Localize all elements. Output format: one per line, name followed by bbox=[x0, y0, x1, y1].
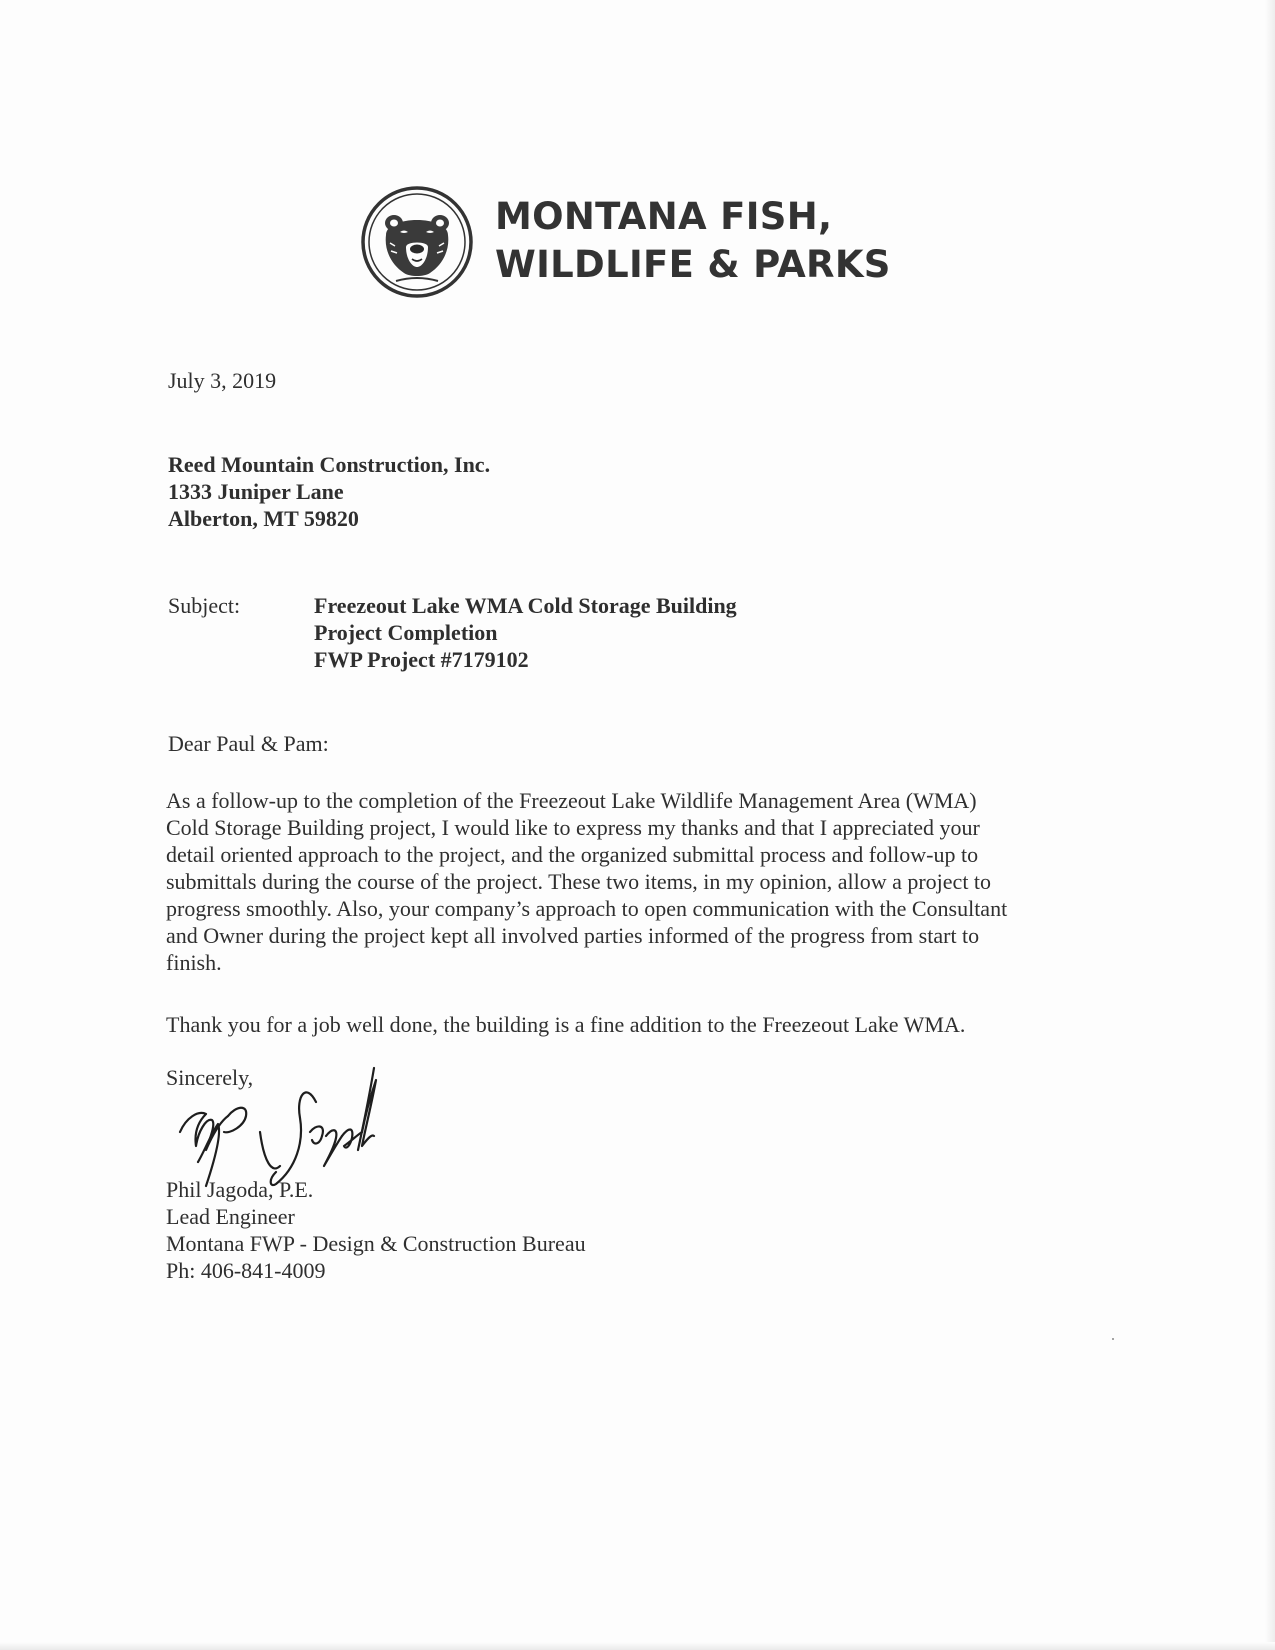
body-line: and Owner during the project kept all involved parties informed of the progress from start to bbox=[166, 923, 980, 948]
recipient-address bbox=[168, 451, 490, 532]
signer-title: Lead Engineer bbox=[166, 1204, 295, 1229]
body-paragraph bbox=[166, 787, 1126, 976]
body-line: detail oriented approach to the project, and the organized submittal process and follow-up to bbox=[166, 842, 979, 867]
organization-name-line2: WILDLIFE & PARKS bbox=[495, 243, 891, 286]
salutation: Dear Paul & Pam: bbox=[168, 731, 329, 756]
subject-lines bbox=[314, 592, 737, 673]
scan-bottom-shadow bbox=[0, 1642, 1275, 1650]
recipient-name: Reed Mountain Construction, Inc. bbox=[168, 452, 491, 477]
subject-label: Subject: bbox=[168, 593, 241, 618]
closing: Sincerely, bbox=[166, 1065, 254, 1090]
recipient-street: 1333 Juniper Lane bbox=[168, 479, 344, 504]
letterhead bbox=[360, 185, 891, 305]
scan-edge-shadow bbox=[1265, 0, 1275, 1650]
subject-line-2: Project Completion bbox=[314, 620, 498, 645]
signer-phone: Ph: 406-841-4009 bbox=[166, 1258, 326, 1283]
body-line: finish. bbox=[166, 950, 222, 975]
subject-line-3: FWP Project #7179102 bbox=[314, 647, 529, 672]
organization-name-line1: MONTANA FISH, bbox=[495, 195, 833, 238]
signer-block bbox=[166, 1176, 586, 1284]
subject-line-1: Freezeout Lake WMA Cold Storage Building bbox=[314, 593, 737, 618]
bear-head-seal-icon bbox=[360, 185, 474, 299]
organization-name bbox=[495, 193, 891, 289]
letter-date: July 3, 2019 bbox=[168, 368, 277, 393]
body-line: submittals during the course of the project. These two items, in my opinion, allow a project to bbox=[166, 869, 992, 894]
signer-department: Montana FWP - Design & Construction Bureau bbox=[166, 1231, 586, 1256]
body-line: progress smoothly. Also, your company’s approach to open communication with the Consultant bbox=[166, 896, 1008, 921]
scan-speck bbox=[1112, 1338, 1114, 1340]
body-line: As a follow-up to the completion of the Freezeout Lake Wildlife Management Area (WMA) bbox=[166, 788, 977, 813]
body-line: Cold Storage Building project, I would like to express my thanks and that I appreciated your bbox=[166, 815, 980, 840]
recipient-city: Alberton, MT 59820 bbox=[168, 506, 359, 531]
signer-name: Phil Jagoda, P.E. bbox=[166, 1177, 314, 1202]
handwritten-signature bbox=[176, 1062, 396, 1194]
thanks-paragraph: Thank you for a job well done, the building is a fine addition to the Freezeout Lake WMA. bbox=[166, 1012, 966, 1037]
